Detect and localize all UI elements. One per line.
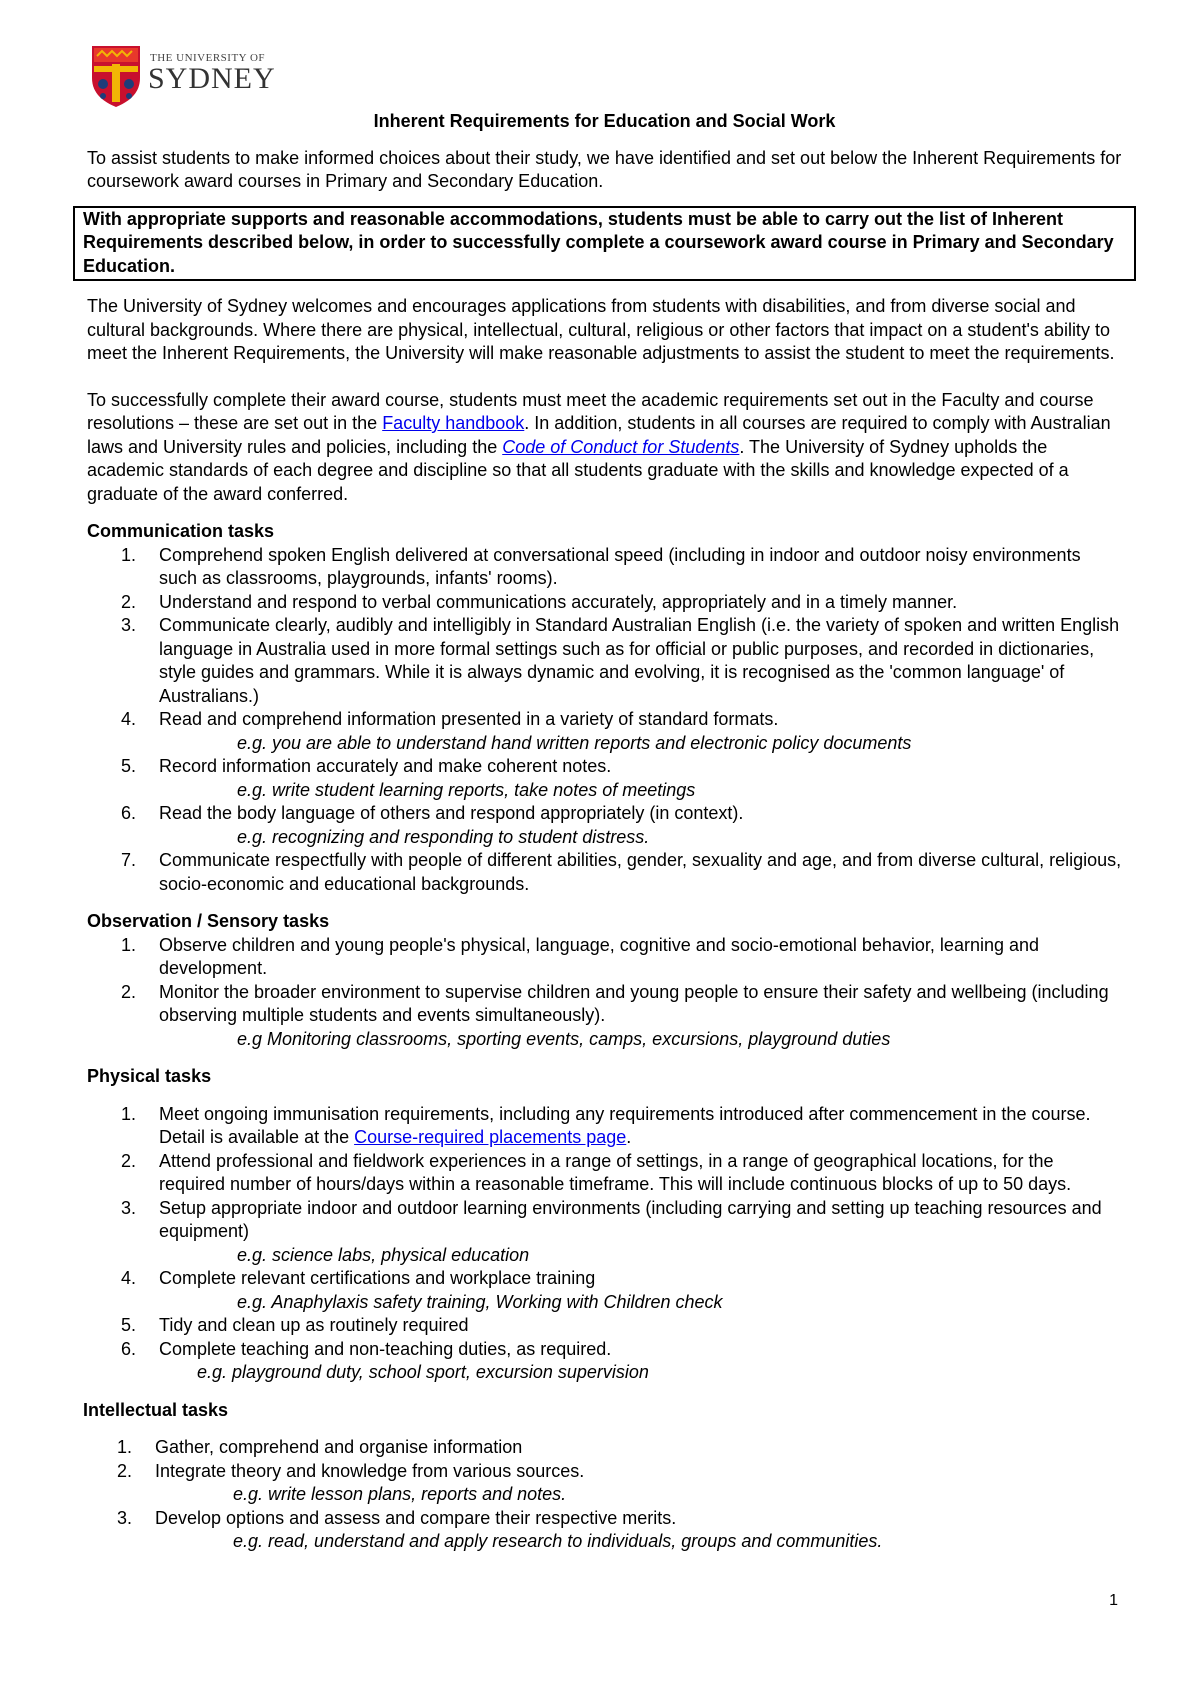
item-text: Read the body language of others and respond appropriately (in context). [159,803,744,823]
example-text: e.g. write lesson plans, reports and notes. [233,1484,567,1504]
item-number: 4. [121,709,137,729]
item-text: Communicate respectfully with people of different abilities, gender, sexuality and age, and from diverse cultural, religious, socio-economic and educational backgrounds. [159,850,1122,894]
welcome-paragraph: The University of Sydney welcomes and encourages applications from students with disabilities, and from diverse social and cultural backgrounds. Where there are physical, intellectual, cultural, religious or other factors that impact on a student's ability to meet the Inherent Requirements, the University will make reasonable adjustments to assist the student to meet the requirements. [87,296,1115,363]
physical-tasks-list [87,1103,1122,1385]
example-text: e.g. playground duty, school sport, excursion supervision [197,1362,649,1382]
example-text: e.g. read, understand and apply research to individuals, groups and communities. [233,1531,883,1551]
crest-icon [88,44,144,108]
logo-line2: SYDNEY [148,62,276,95]
example-text: e.g. recognizing and responding to student distress. [237,826,650,847]
list-item [87,802,1122,826]
item-text: Record information accurately and make coherent notes. [159,756,612,776]
list-item [87,1197,1122,1244]
list-item [87,934,1122,981]
item-number: 1. [121,934,137,955]
intro-paragraph: To assist students to make informed choices about their study, we have identified and set out below the Inherent Requirements for coursework award courses in Primary and Secondary Education. [87,147,1122,191]
list-item [87,755,1122,779]
item-number: 3. [121,615,137,635]
item-text: Setup appropriate indoor and outdoor learning environments (including carrying and setting up teaching resources and equipment) [159,1197,1102,1241]
item-text: Read and comprehend information presented in a variety of standard formats. [159,709,779,729]
item-text: Comprehend spoken English delivered at conversational speed (including in indoor and outdoor noisy environments such as classrooms, playgrounds, infants' rooms). [159,544,1081,588]
item-number: 3. [117,1507,133,1528]
item-number: 1. [117,1437,133,1457]
item-text: Communicate clearly, audibly and intelligibly in Standard Australian English (i.e. the variety of spoken and written English language in Australia used in more formal settings such as for official or public purposes, and recorded in dictionaries, style guides and grammars. While it is always dynamic and evolving, it is recognised as the 'common language' of Australians.) [159,615,1120,706]
item-number: 6. [121,803,137,823]
item-number: 4. [121,1268,137,1288]
item-text: . [626,1127,632,1147]
list-item [83,1460,1122,1484]
item-text: Attend professional and fieldwork experiences in a range of settings, in a range of geographical locations, for the required number of hours/days within a reasonable timeframe. This will include continuous blocks of up to 50 days. [159,1150,1072,1194]
observation-tasks-list [87,934,1122,1052]
item-text: Tidy and clean up as routinely required [159,1315,469,1335]
communication-tasks-list [87,544,1122,897]
list-item [87,1338,1122,1362]
university-logo [88,44,278,108]
item-text: Complete relevant certifications and workplace training [159,1268,596,1288]
paragraph-text: To successfully complete their award course, students must meet the academic requirements set out in the Faculty and course resolutions – these are set out in the [87,389,1094,433]
intellectual-tasks-list [83,1436,1122,1554]
item-number: 1. [121,1103,137,1124]
list-item [87,1103,1122,1150]
intellectual-tasks-heading: Intellectual tasks [83,1399,229,1420]
item-text: Gather, comprehend and organise information [155,1437,523,1457]
item-number: 2. [121,981,137,1002]
course-placements-link[interactable]: Course-required placements page [354,1127,627,1147]
item-number: 5. [121,756,137,776]
page-number: 1 [1109,1592,1118,1609]
list-item [87,1267,1122,1291]
example-text: e.g. you are able to understand hand written reports and electronic policy documents [237,732,912,753]
document-title: Inherent Requirements for Education and Social Work [373,111,836,131]
list-item [83,1436,1122,1460]
item-text: Meet ongoing immunisation requirements, including any requirements introduced after commencement in the course. Detail is available at the [159,1103,1091,1147]
example-text: e.g. science labs, physical education [237,1244,530,1265]
list-item [87,1150,1122,1197]
item-text: Observe children and young people's physical, language, cognitive and socio-emotional behavior, learning and development. [159,934,1040,978]
code-of-conduct-link[interactable]: Code of Conduct for Students [502,436,740,457]
list-item [87,849,1122,896]
item-number: 2. [121,591,137,612]
observation-tasks-heading: Observation / Sensory tasks [87,911,330,931]
item-number: 1. [121,544,137,565]
faculty-handbook-link[interactable]: Faculty handbook [382,413,525,433]
document-body [83,110,1122,1554]
list-item [87,1314,1122,1338]
paragraph-text: . In addition, students in all courses are required to comply with Australian laws and University rules and policies, including the [87,413,1111,457]
requirements-callout: With appropriate supports and reasonable accommodations, students must be able to carry out the list of Inherent Requirements described below, in order to successfully complete a coursework award course in Primary and Secondary Education. [73,206,1136,282]
list-item [87,981,1122,1028]
list-item [87,591,1122,615]
item-number: 7. [121,850,137,870]
example-text: e.g Monitoring classrooms, sporting events, camps, excursions, playground duties [237,1028,891,1049]
logo-line1: THE UNIVERSITY OF [150,52,266,64]
communication-tasks-heading: Communication tasks [87,521,275,541]
example-text: e.g. write student learning reports, take notes of meetings [237,779,696,800]
list-item [83,1507,1122,1531]
item-text: Develop options and assess and compare their respective merits. [155,1507,677,1528]
list-item [87,544,1122,591]
item-number: 6. [121,1338,137,1359]
item-number: 5. [121,1315,137,1335]
physical-tasks-heading: Physical tasks [87,1066,212,1086]
academic-paragraph [87,389,1122,507]
item-text: Integrate theory and knowledge from various sources. [155,1460,585,1481]
list-item [87,614,1122,708]
list-item [87,708,1122,732]
item-number: 2. [117,1460,133,1481]
paragraph-text: . The University of Sydney upholds the academic standards of each degree and discipline so that all students graduate with the skills and knowledge expected of a graduate of the award conferred. [87,436,1069,504]
item-number: 3. [121,1197,137,1218]
example-text: e.g. Anaphylaxis safety training, Working with Children check [237,1291,723,1312]
item-number: 2. [121,1150,137,1171]
item-text: Monitor the broader environment to supervise children and young people to ensure their safety and wellbeing (including observing multiple students and events simultaneously). [159,981,1109,1025]
item-text: Understand and respond to verbal communications accurately, appropriately and in a timely manner. [159,591,958,612]
item-text: Complete teaching and non-teaching duties, as required. [159,1338,612,1359]
